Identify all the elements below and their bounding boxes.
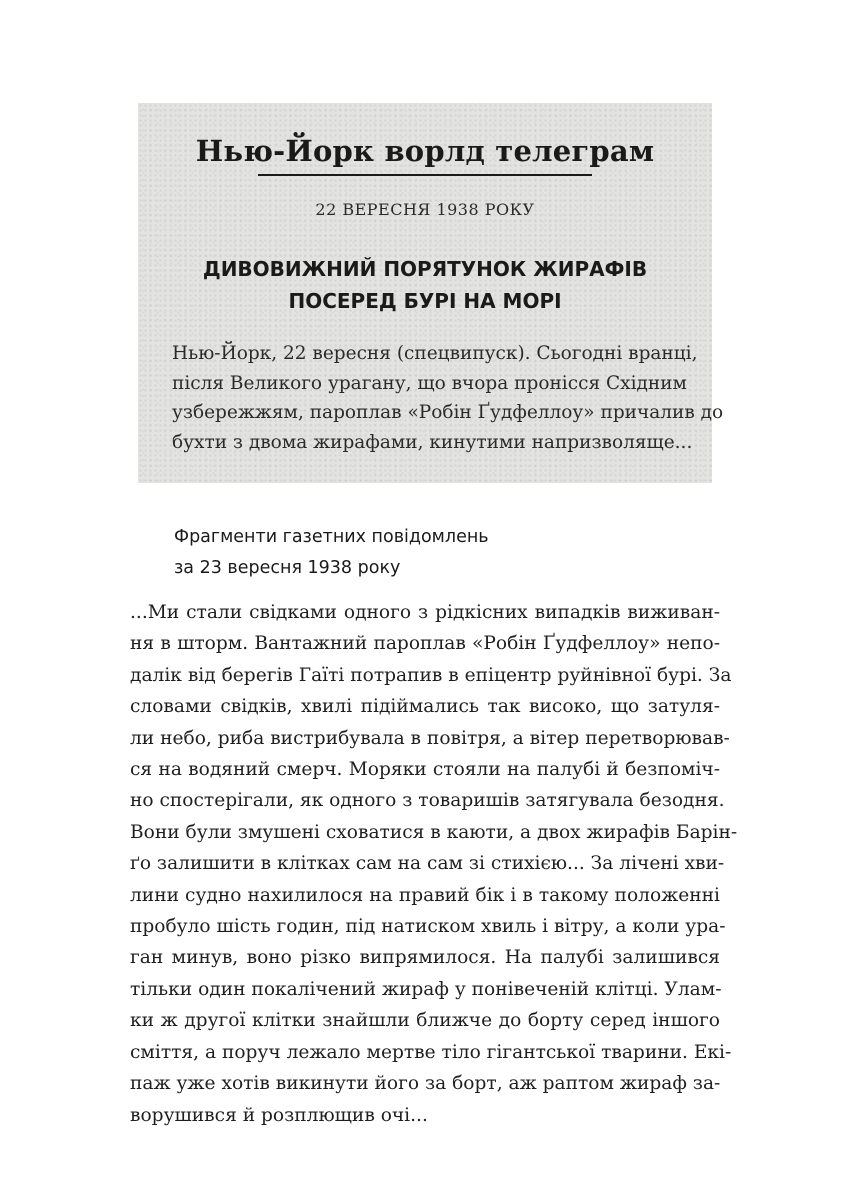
lead-line: Нью-Йорк, 22 вересня (спецвипуск). Сьогодні вранці, (172, 343, 698, 364)
body-paragraph (130, 597, 738, 1131)
lead-line: після Великого урагану, що вчора пронісся Східним (172, 372, 687, 394)
body-line: ворушився й розплющив очі... (130, 1104, 428, 1126)
body-line: ...Ми стали свідками одного з рідкісних випадків виживан- (130, 602, 720, 623)
lead-line: узбережжям, пароплав «Робін Ґудфеллоу» причалив до (172, 402, 724, 423)
body-line: словами свідків, хвилі підіймались так високо, що затуля- (130, 696, 720, 718)
section-title (174, 522, 489, 584)
body-line: ган минув, воно різко випрямилося. На палубі залишився (130, 947, 720, 969)
body-line: далік від берегів Гаїті потрапив в епіцентр руйнівної бурі. За (130, 664, 732, 686)
headline-line: ДИВОВИЖНИЙ ПОРЯТУНОК ЖИРАФІВ (202, 257, 648, 281)
body-line: Вони були змушені сховатися в каюти, а двох жирафів Барін- (130, 821, 738, 843)
newspaper-clipping (138, 103, 724, 483)
body-line: пробуло шість годин, під натиском хвиль і вітру, а коли ура- (130, 916, 726, 938)
body-line: паж уже хотів викинути його за борт, аж раптом жираф за- (130, 1073, 721, 1095)
body-line: ґо залишити в клітках сам на сам зі стихією... За лічені хви- (130, 853, 725, 875)
section-title-line: Фрагменти газетних повідомлень (174, 527, 489, 547)
newspaper-date: 22 ВЕРЕСНЯ 1938 РОКУ (315, 200, 535, 219)
section-title-line: за 23 вересня 1938 року (174, 558, 401, 578)
body-line: ли небо, риба вистрибувала в повітря, а вітер перетворював- (130, 727, 730, 749)
newspaper-lead-paragraph (172, 339, 724, 457)
newspaper-masthead: Нью-Йорк ворлд телеграм (195, 134, 655, 168)
body-line: лини судно нахилилося на правий бік і в такому положенні (130, 884, 720, 906)
body-line: ся на водяний смерч. Моряки стояли на палубі й безпоміч- (130, 759, 720, 781)
body-line: ки ж другої клітки знайшли ближче до борту серед іншого (130, 1010, 720, 1032)
body-line: тільки один покалічений жираф у понівеченій клітці. Улам- (130, 978, 722, 1000)
lead-line: бухти з двома жирафами, кинутими напризволяще... (172, 431, 693, 453)
body-line: сміття, а поруч лежало мертве тіло гігантської тварини. Екі- (130, 1041, 732, 1063)
body-line: ня в шторм. Вантажний пароплав «Робін Ґудфеллоу» непо- (130, 633, 720, 655)
masthead-underline (258, 174, 592, 176)
newspaper-headline (158, 253, 692, 317)
headline-line: ПОСЕРЕД БУРІ НА МОРІ (288, 289, 562, 313)
body-line: но спостерігали, як одного з товаришів затягувала безодня. (130, 790, 725, 812)
